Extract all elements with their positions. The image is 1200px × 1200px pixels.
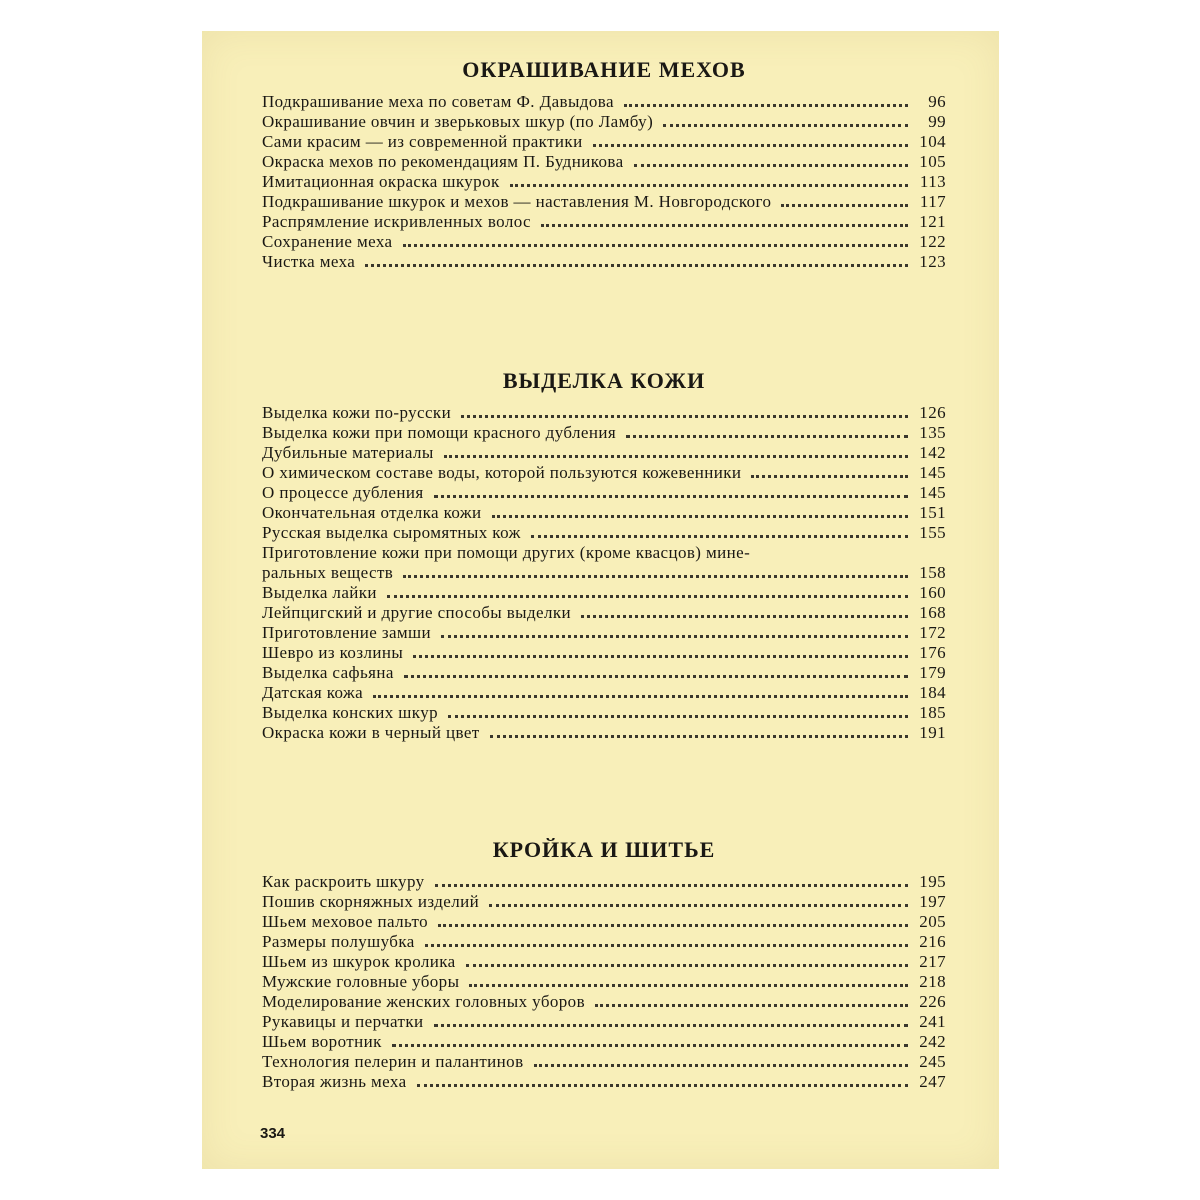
dot-leader xyxy=(373,683,908,698)
dot-leader xyxy=(413,643,908,658)
toc-entry-title: Шьем из шкурок кролика xyxy=(262,952,462,972)
toc-entry-title: Чистка меха xyxy=(262,252,361,272)
toc-entry xyxy=(262,152,946,172)
toc-entry-page: 179 xyxy=(919,663,946,682)
toc-entry-page: 121 xyxy=(919,212,946,231)
section-heading: ВЫДЕЛКА КОЖИ xyxy=(502,368,706,393)
toc-entry-page: 242 xyxy=(919,1032,946,1051)
toc-entry xyxy=(262,92,946,112)
dot-leader xyxy=(438,912,908,927)
toc-entry-title: Выделка сафьяна xyxy=(262,663,400,683)
toc-entry-title: Окончательная отделка кожи xyxy=(262,503,488,523)
toc-entry xyxy=(262,912,946,932)
toc-entry-title: Лейпцигский и другие способы выделки xyxy=(262,603,577,623)
book-page xyxy=(202,31,999,1169)
dot-leader xyxy=(403,563,908,578)
toc-entry-page: 184 xyxy=(919,683,946,702)
dot-leader xyxy=(634,152,908,167)
toc-entry-title: Сами красим — из современной практики xyxy=(262,132,589,152)
dot-leader xyxy=(434,1012,908,1027)
dot-leader xyxy=(466,952,908,967)
dot-leader xyxy=(492,503,908,518)
dot-leader xyxy=(534,1052,909,1067)
toc-entry-page: 197 xyxy=(919,892,946,911)
toc-entry-page: 151 xyxy=(919,503,946,522)
dot-leader xyxy=(435,872,908,887)
toc-entry xyxy=(262,543,946,583)
toc-entry xyxy=(262,112,946,132)
toc-entry xyxy=(262,992,946,1012)
toc-entry-title: Размеры полушубка xyxy=(262,932,421,952)
toc-entry xyxy=(262,1012,946,1032)
toc-entry xyxy=(262,503,946,523)
toc-entry-title: Шевро из козлины xyxy=(262,643,409,663)
toc-section-leather-dressing xyxy=(262,367,946,743)
toc-entry-title: Дубильные материалы xyxy=(262,443,440,463)
toc-entry xyxy=(262,683,946,703)
toc-entry-title: Вторая жизнь меха xyxy=(262,1072,413,1092)
toc-entry xyxy=(262,932,946,952)
dot-leader xyxy=(403,232,909,247)
dot-leader xyxy=(595,992,908,1007)
dot-leader xyxy=(441,623,908,638)
toc-entry xyxy=(262,252,946,272)
toc-entry-title: Окраска кожи в черный цвет xyxy=(262,723,486,743)
toc-entry xyxy=(262,212,946,232)
dot-leader xyxy=(541,212,908,227)
toc-entry-title: Технология пелерин и палантинов xyxy=(262,1052,530,1072)
toc-entry-title: Имитационная окраска шкурок xyxy=(262,172,506,192)
toc-list xyxy=(262,403,946,743)
toc-entry xyxy=(262,132,946,152)
toc-entry xyxy=(262,192,946,212)
dot-leader xyxy=(434,483,908,498)
dot-leader xyxy=(593,132,908,147)
dot-leader xyxy=(469,972,908,987)
toc-entry-page: 172 xyxy=(919,623,946,642)
dot-leader xyxy=(444,443,908,458)
toc-entry-page: 123 xyxy=(919,252,946,271)
toc-entry-title: Распрямление искривленных волос xyxy=(262,212,537,232)
toc-entry-title: Окраска мехов по рекомендациям П. Будникова xyxy=(262,152,630,172)
dot-leader xyxy=(461,403,908,418)
toc-entry-page: 135 xyxy=(919,423,946,442)
toc-entry-page: 105 xyxy=(919,152,946,171)
dot-leader xyxy=(489,892,908,907)
toc-entry xyxy=(262,623,946,643)
toc-entry-page: 145 xyxy=(919,463,946,482)
toc-entry-page: 155 xyxy=(919,523,946,542)
dot-leader xyxy=(392,1032,908,1047)
toc-section-cutting-sewing xyxy=(262,836,946,1092)
toc-entry-page: 241 xyxy=(919,1012,946,1031)
toc-entry xyxy=(262,232,946,252)
toc-entry-page: 145 xyxy=(919,483,946,502)
toc-entry xyxy=(262,663,946,683)
toc-entry xyxy=(262,172,946,192)
toc-entry-page: 245 xyxy=(919,1052,946,1071)
toc-entry-title: Выделка кожи при помощи красного дубления xyxy=(262,423,622,443)
toc-entry xyxy=(262,952,946,972)
toc-entry xyxy=(262,892,946,912)
toc-entry-page: 99 xyxy=(928,112,946,131)
toc-entry-title: Сохранение меха xyxy=(262,232,399,252)
toc-entry-title: Выделка конских шкур xyxy=(262,703,444,723)
toc-entry-title: Мужские головные уборы xyxy=(262,972,465,992)
dot-leader xyxy=(531,523,908,538)
toc-entry xyxy=(262,443,946,463)
toc-entry xyxy=(262,972,946,992)
toc-entry-title: Приготовление замши xyxy=(262,623,437,643)
toc-entry-page: 217 xyxy=(919,952,946,971)
toc-entry-page: 216 xyxy=(919,932,946,951)
toc-entry-page: 142 xyxy=(919,443,946,462)
toc-entry xyxy=(262,523,946,543)
toc-entry-page: 185 xyxy=(919,703,946,722)
toc-entry xyxy=(262,483,946,503)
toc-entry-title: Как раскроить шкуру xyxy=(262,872,431,892)
toc-entry-page: 158 xyxy=(919,563,946,582)
toc-entry xyxy=(262,603,946,623)
toc-entry-page: 191 xyxy=(919,723,946,742)
toc-entry-page: 168 xyxy=(919,603,946,622)
dot-leader xyxy=(404,663,908,678)
dot-leader xyxy=(448,703,908,718)
dot-leader xyxy=(425,932,908,947)
section-heading: ОКРАШИВАНИЕ МЕХОВ xyxy=(462,57,746,82)
toc-entry-page: 176 xyxy=(919,643,946,662)
section-heading: КРОЙКА И ШИТЬЕ xyxy=(492,837,716,862)
toc-entry-title: Выделка кожи по-русски xyxy=(262,403,457,423)
toc-entry xyxy=(262,703,946,723)
toc-entry-title: Пошив скорняжных изделий xyxy=(262,892,485,912)
toc-entry-title: Шьем воротник xyxy=(262,1032,388,1052)
toc-entry-title: Русская выделка сыромятных кож xyxy=(262,523,527,543)
toc-entry-page: 218 xyxy=(919,972,946,991)
toc-entry-title: Приготовление кожи при помощи других (кроме квасцов) мине- xyxy=(262,543,751,562)
dot-leader xyxy=(751,463,908,478)
toc-entry-title: О химическом составе воды, которой пользуются кожевенники xyxy=(262,463,747,483)
page-number: 334 xyxy=(260,1125,286,1142)
toc-entry-title: Рукавицы и перчатки xyxy=(262,1012,430,1032)
toc-section-dyeing-furs xyxy=(262,56,946,272)
toc-entry-page: 113 xyxy=(919,172,946,191)
toc-entry-line2 xyxy=(262,563,946,583)
dot-leader xyxy=(387,583,908,598)
toc-entry xyxy=(262,463,946,483)
toc-entry xyxy=(262,643,946,663)
dot-leader xyxy=(490,723,908,738)
toc-entry-title: Шьем меховое пальто xyxy=(262,912,434,932)
toc-entry-title: Окрашивание овчин и зверьковых шкур (по Ламбу) xyxy=(262,112,659,132)
toc-entry-page: 195 xyxy=(919,872,946,891)
dot-leader xyxy=(781,192,908,207)
toc-entry-page: 117 xyxy=(919,192,946,211)
toc-entry-page: 126 xyxy=(919,403,946,422)
toc-list xyxy=(262,92,946,272)
toc-entry-title: Подкрашивание меха по советам Ф. Давыдова xyxy=(262,92,620,112)
toc-entry-title-continuation: ральных веществ xyxy=(262,563,399,583)
toc-entry xyxy=(262,1072,946,1092)
dot-leader xyxy=(624,92,908,107)
toc-entry-title: О процессе дубления xyxy=(262,483,430,503)
toc-entry-title: Выделка лайки xyxy=(262,583,383,603)
toc-entry-page: 205 xyxy=(919,912,946,931)
dot-leader xyxy=(581,603,908,618)
toc-entry xyxy=(262,723,946,743)
toc-entry-page: 160 xyxy=(919,583,946,602)
toc-entry-title: Подкрашивание шкурок и мехов — наставления М. Новгородского xyxy=(262,192,777,212)
toc-entry xyxy=(262,403,946,423)
toc-entry-title: Моделирование женских головных уборов xyxy=(262,992,591,1012)
dot-leader xyxy=(417,1072,908,1087)
dot-leader xyxy=(663,112,908,127)
toc-list xyxy=(262,872,946,1092)
toc-entry-page: 104 xyxy=(919,132,946,151)
toc-entry xyxy=(262,1052,946,1072)
toc-entry xyxy=(262,1032,946,1052)
dot-leader xyxy=(626,423,908,438)
toc-entry-page: 122 xyxy=(919,232,946,251)
dot-leader xyxy=(510,172,908,187)
toc-entry xyxy=(262,872,946,892)
dot-leader xyxy=(365,252,908,267)
toc-entry xyxy=(262,423,946,443)
toc-entry-page: 96 xyxy=(928,92,946,111)
toc-entry-page: 226 xyxy=(919,992,946,1011)
toc-entry-title: Датская кожа xyxy=(262,683,369,703)
toc-entry-page: 247 xyxy=(919,1072,946,1091)
toc-entry xyxy=(262,583,946,603)
